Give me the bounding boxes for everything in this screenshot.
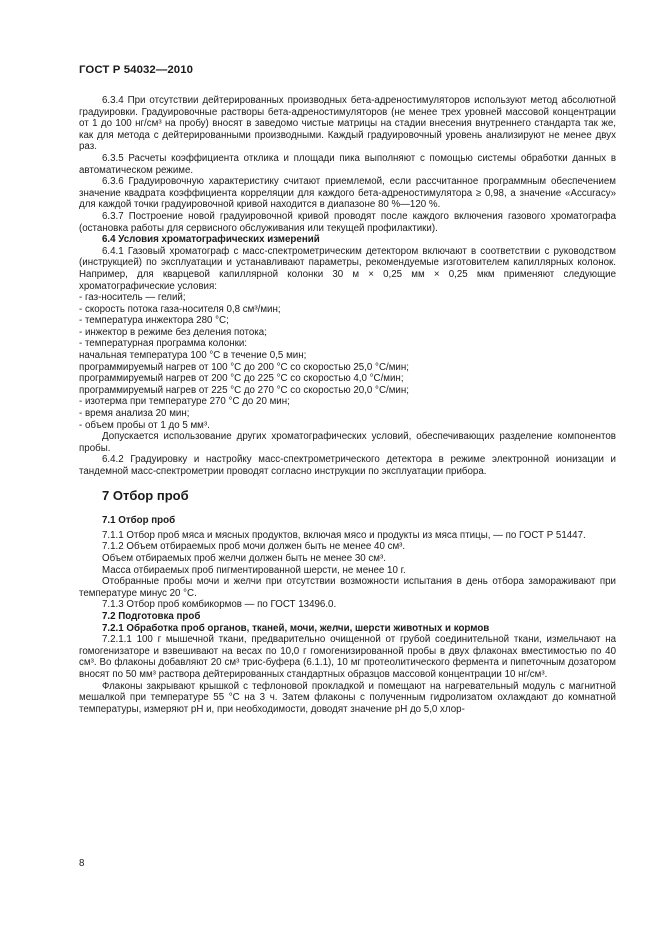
heading-7-2: 7.2 Подготовка проб bbox=[102, 610, 201, 622]
standard-header: ГОСТ Р 54032—2010 bbox=[79, 64, 194, 76]
paragraph-6-3-5: 6.3.5 Расчеты коэффициента отклика и площади пика выполняют с помощью системы обработки данных в автоматическом режиме. bbox=[79, 152, 616, 176]
heading-7: 7 Отбор проб bbox=[102, 487, 189, 503]
paragraph-7-1-3: 7.1.3 Отбор проб комбикормов — по ГОСТ 13496.0. bbox=[102, 599, 337, 611]
paragraph-7-2-1-1: 7.2.1.1 100 г мышечной ткани, предварительно очищенной от грубой соединительной ткани, измельчают на гомогенизаторе и взвешивают на весах по 10,0 г гомогенизированной пробы в двух флаконах вместимостью по 40 см³. Во флаконы добавляют 20 см³ трис-буфера (6.1.1), 10 мг протеолитического фермента и пипеточным дозатором вносят по 50 мм³ раствора дейтерированных стандартных образцов массовой концентрации 10 нг/см³. bbox=[79, 634, 616, 680]
condition-gas: - газ-носитель — гелий; bbox=[79, 292, 186, 304]
condition-time: - время анализа 20 мин; bbox=[79, 408, 190, 420]
paragraph-6-3-7: 6.3.7 Построение новой градуировочной кривой проводят после каждого включения газового хроматографа (остановка работы для сервисного обслуживания или текущей профилактики). bbox=[79, 210, 616, 234]
condition-injector-temp: - температура инжектора 280 °С; bbox=[79, 315, 229, 327]
paragraph-7-2-1-1-cont: Флаконы закрывают крышкой с тефлоновой прокладкой и помещают на нагревательный модуль с магнитной мешалкой при температуре 55 °С на 3 ч. Затем флаконы с полученным гидролизатом охлаждают до комнатной температуры, измеряют рН и, при необходимости, доводят значение рН до 5,0 хлор- bbox=[79, 680, 616, 715]
condition-program: - температурная программа колонки: bbox=[79, 338, 248, 350]
condition-ramp-3: программируемый нагрев от 225 °С до 270 °С со скоростью 20,0 °С/мин; bbox=[79, 384, 409, 396]
condition-initial: начальная температура 100 °С в течение 0,5 мин; bbox=[79, 350, 307, 362]
paragraph-6-3-4: 6.3.4 При отсутствии дейтерированных производных бета-адреностимуляторов используют метод абсолютной градуировки. Градуировочные растворы бета-адреностимуляторов (не менее трех уровней массовой концентрации от 1 до 100 нг/см³ на пробу) вносят в заведомо чистые матрицы на стадии внесения внутреннего стандарта так же, как для метода с дейтерированными производными. Каждый градуировочный уровень анализируют не менее двух раз. bbox=[79, 95, 616, 153]
paragraph-6-4-1: 6.4.1 Газовый хроматограф с масс-спектрометрическим детектором включают в соответствии с руководством (инструкцией) по эксплуатации и устанавливают параметры, рекомендуемые изготовителем капиллярных колонок. Например, для кварцевой капиллярной колонки 30 м × 0,25 мм × 0,25 мкм применяют следующие хроматографические условия: bbox=[79, 245, 616, 292]
paragraph-7-1-2: 7.1.2 Объем отбираемых проб мочи должен быть не менее 40 см³. bbox=[102, 541, 406, 553]
heading-7-1: 7.1 Отбор проб bbox=[102, 515, 176, 527]
condition-ramp-2: программируемый нагрев от 200 °С до 225 °С со скоростью 4,0 °С/мин; bbox=[79, 373, 404, 385]
condition-isotherm: - изотерма при температуре 270 °С до 20 мин; bbox=[79, 396, 290, 408]
paragraph-7-1-2-wool: Масса отбираемых проб пигментированной шерсти, не менее 10 г. bbox=[102, 564, 406, 576]
condition-ramp-1: программируемый нагрев от 100 °С до 200 °С со скоростью 25,0 °С/мин; bbox=[79, 361, 409, 373]
page-number: 8 bbox=[79, 858, 85, 869]
paragraph-7-1-2-storage: Отобранные пробы мочи и желчи при отсутствии возможности испытания в день отбора замораживают при температуре минус 20 °С. bbox=[79, 576, 616, 599]
condition-injector-mode: - инжектор в режиме без деления потока; bbox=[79, 326, 267, 338]
paragraph-6-4-1-note: Допускается использование других хроматографических условий, обеспечивающих разделение компонентов пробы. bbox=[79, 431, 616, 454]
page-content bbox=[79, 95, 616, 715]
paragraph-6-3-6: 6.3.6 Градуировочную характеристику считают приемлемой, если рассчитанное программным обеспечением значение квадрата коэффициента корреляции для каждого бета-адреностимулятора ≥ 0,98, а значение «Accuracy» для каждой точки градуировочной кривой находится в диапазоне 80 %—120 %. bbox=[79, 176, 616, 211]
condition-volume: - объем пробы от 1 до 5 мм³. bbox=[79, 419, 210, 431]
paragraph-7-1-1: 7.1.1 Отбор проб мяса и мясных продуктов, включая мясо и продукты из мяса птицы, — по ГОСТ Р 51447. bbox=[102, 529, 586, 541]
paragraph-6-4-2: 6.4.2 Градуировку и настройку масс-спектрометрического детектора в режиме электронной ионизации и тандемной масс-спектрометрии проводят согласно инструкции по эксплуатации прибора. bbox=[79, 454, 616, 477]
heading-6-4: 6.4 Условия хроматографических измерений bbox=[102, 234, 320, 246]
heading-7-2-1: 7.2.1 Обработка проб органов, тканей, мочи, желчи, шерсти животных и кормов bbox=[102, 622, 490, 634]
paragraph-7-1-2-bile: Объем отбираемых проб желчи должен быть не менее 30 см³. bbox=[102, 552, 386, 564]
condition-flow: - скорость потока газа-носителя 0,8 см³/мин; bbox=[79, 303, 281, 315]
